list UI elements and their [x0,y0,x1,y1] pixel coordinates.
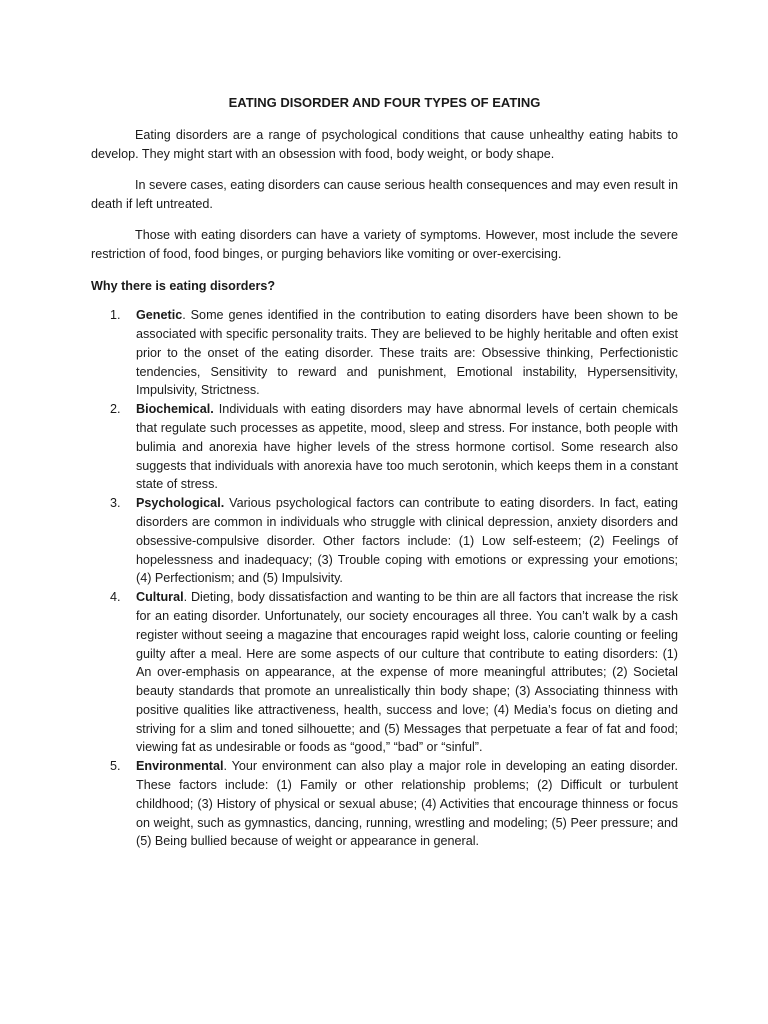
list-item [91,400,678,494]
item-body [136,306,678,400]
item-text: . Your environment can also play a major role in developing an eating disorder. These factors include: (1) Family or other relationship problems; (2) Difficult or turbulent childhood; (3) History of physical or sexual abuse; (4) Activities that encourage thinness or focus on weight, such as gymnastics, dancing, running, wrestling and modeling; (5) Peer pressure; and (5) Being bullied because of weight or appearance in general. [136,759,678,849]
item-term: Psychological. [136,496,225,511]
causes-list [91,306,678,851]
severity-paragraph: In severe cases, eating disorders can cause serious health consequences and may even result in death if left untreated. [91,178,678,211]
item-term: Biochemical. [136,402,214,417]
list-item [91,306,678,400]
item-body [136,588,678,757]
list-item [91,588,678,757]
item-number: 2. [110,402,121,417]
intro-paragraph: Eating disorders are a range of psychological conditions that cause unhealthy eating habits to develop. They might start with an obsession with food, body weight, or body shape. [91,128,678,161]
item-number: 3. [110,496,121,511]
document-title: EATING DISORDER AND FOUR TYPES OF EATING [228,95,541,110]
list-item [91,494,678,588]
item-body [136,400,678,494]
section-heading: Why there is eating disorders? [91,278,276,293]
item-term: Environmental [136,759,224,774]
item-number: 5. [110,759,121,774]
item-number: 1. [110,308,121,323]
item-text: Individuals with eating disorders may have abnormal levels of certain chemicals that regulate such processes as appetite, mood, sleep and stress. For instance, both people with bulimia and anorexia have higher levels of the stress hormone cortisol. Some research also suggests that individuals with anorexia have too much serotonin, which keeps them in a constant state of stress. [136,402,678,492]
item-text: . Some genes identified in the contribution to eating disorders have been shown to be associated with specific personality traits. They are believed to be highly heritable and often exist prior to the onset of the eating disorder. These traits are: Obsessive thinking, Perfectionistic tendencies, Sensitivity to reward and punishment, Emotional instability, Hypersensitivity, Impulsivity, Strictness. [136,308,678,398]
item-body [136,757,678,851]
item-term: Cultural [136,590,184,605]
item-term: Genetic [136,308,183,323]
item-body [136,494,678,588]
item-number: 4. [110,590,121,605]
symptoms-paragraph: Those with eating disorders can have a variety of symptoms. However, most include the severe restriction of food, food binges, or purging behaviors like vomiting or over-exercising. [91,228,678,261]
list-item [91,757,678,851]
item-text: . Dieting, body dissatisfaction and wanting to be thin are all factors that increase the risk for an eating disorder. Unfortunately, our society encourages all three. You can’t walk by a cash register without seeing a magazine that encourages rapid weight loss, calorie counting or feeling guilty after a meal. Here are some aspects of our culture that contribute to eating disorders: (1) An over-emphasis on appearance, at the expense of more meaningful attributes; (2) Societal beauty standards that promote an unrealistically thin body shape; (3) Associating thinness with positive qualities like attractiveness, health, success and love; (4) Media’s focus on dieting and striving for a slim and toned silhouette; and (5) Messages that perpetuate a fear of fat and food; viewing fat as undesirable or foods as “good,” “bad” or “sinful”. [136,590,678,755]
item-text: Various psychological factors can contribute to eating disorders. In fact, eating disorders are common in individuals who struggle with clinical depression, anxiety disorders and obsessive-compulsive disorder. Other factors include: (1) Low self-esteem; (2) Feelings of hopelessness and inadequacy; (3) Trouble coping with emotions or expressing your emotions; (4) Perfectionism; and (5) Impulsivity. [136,496,678,586]
